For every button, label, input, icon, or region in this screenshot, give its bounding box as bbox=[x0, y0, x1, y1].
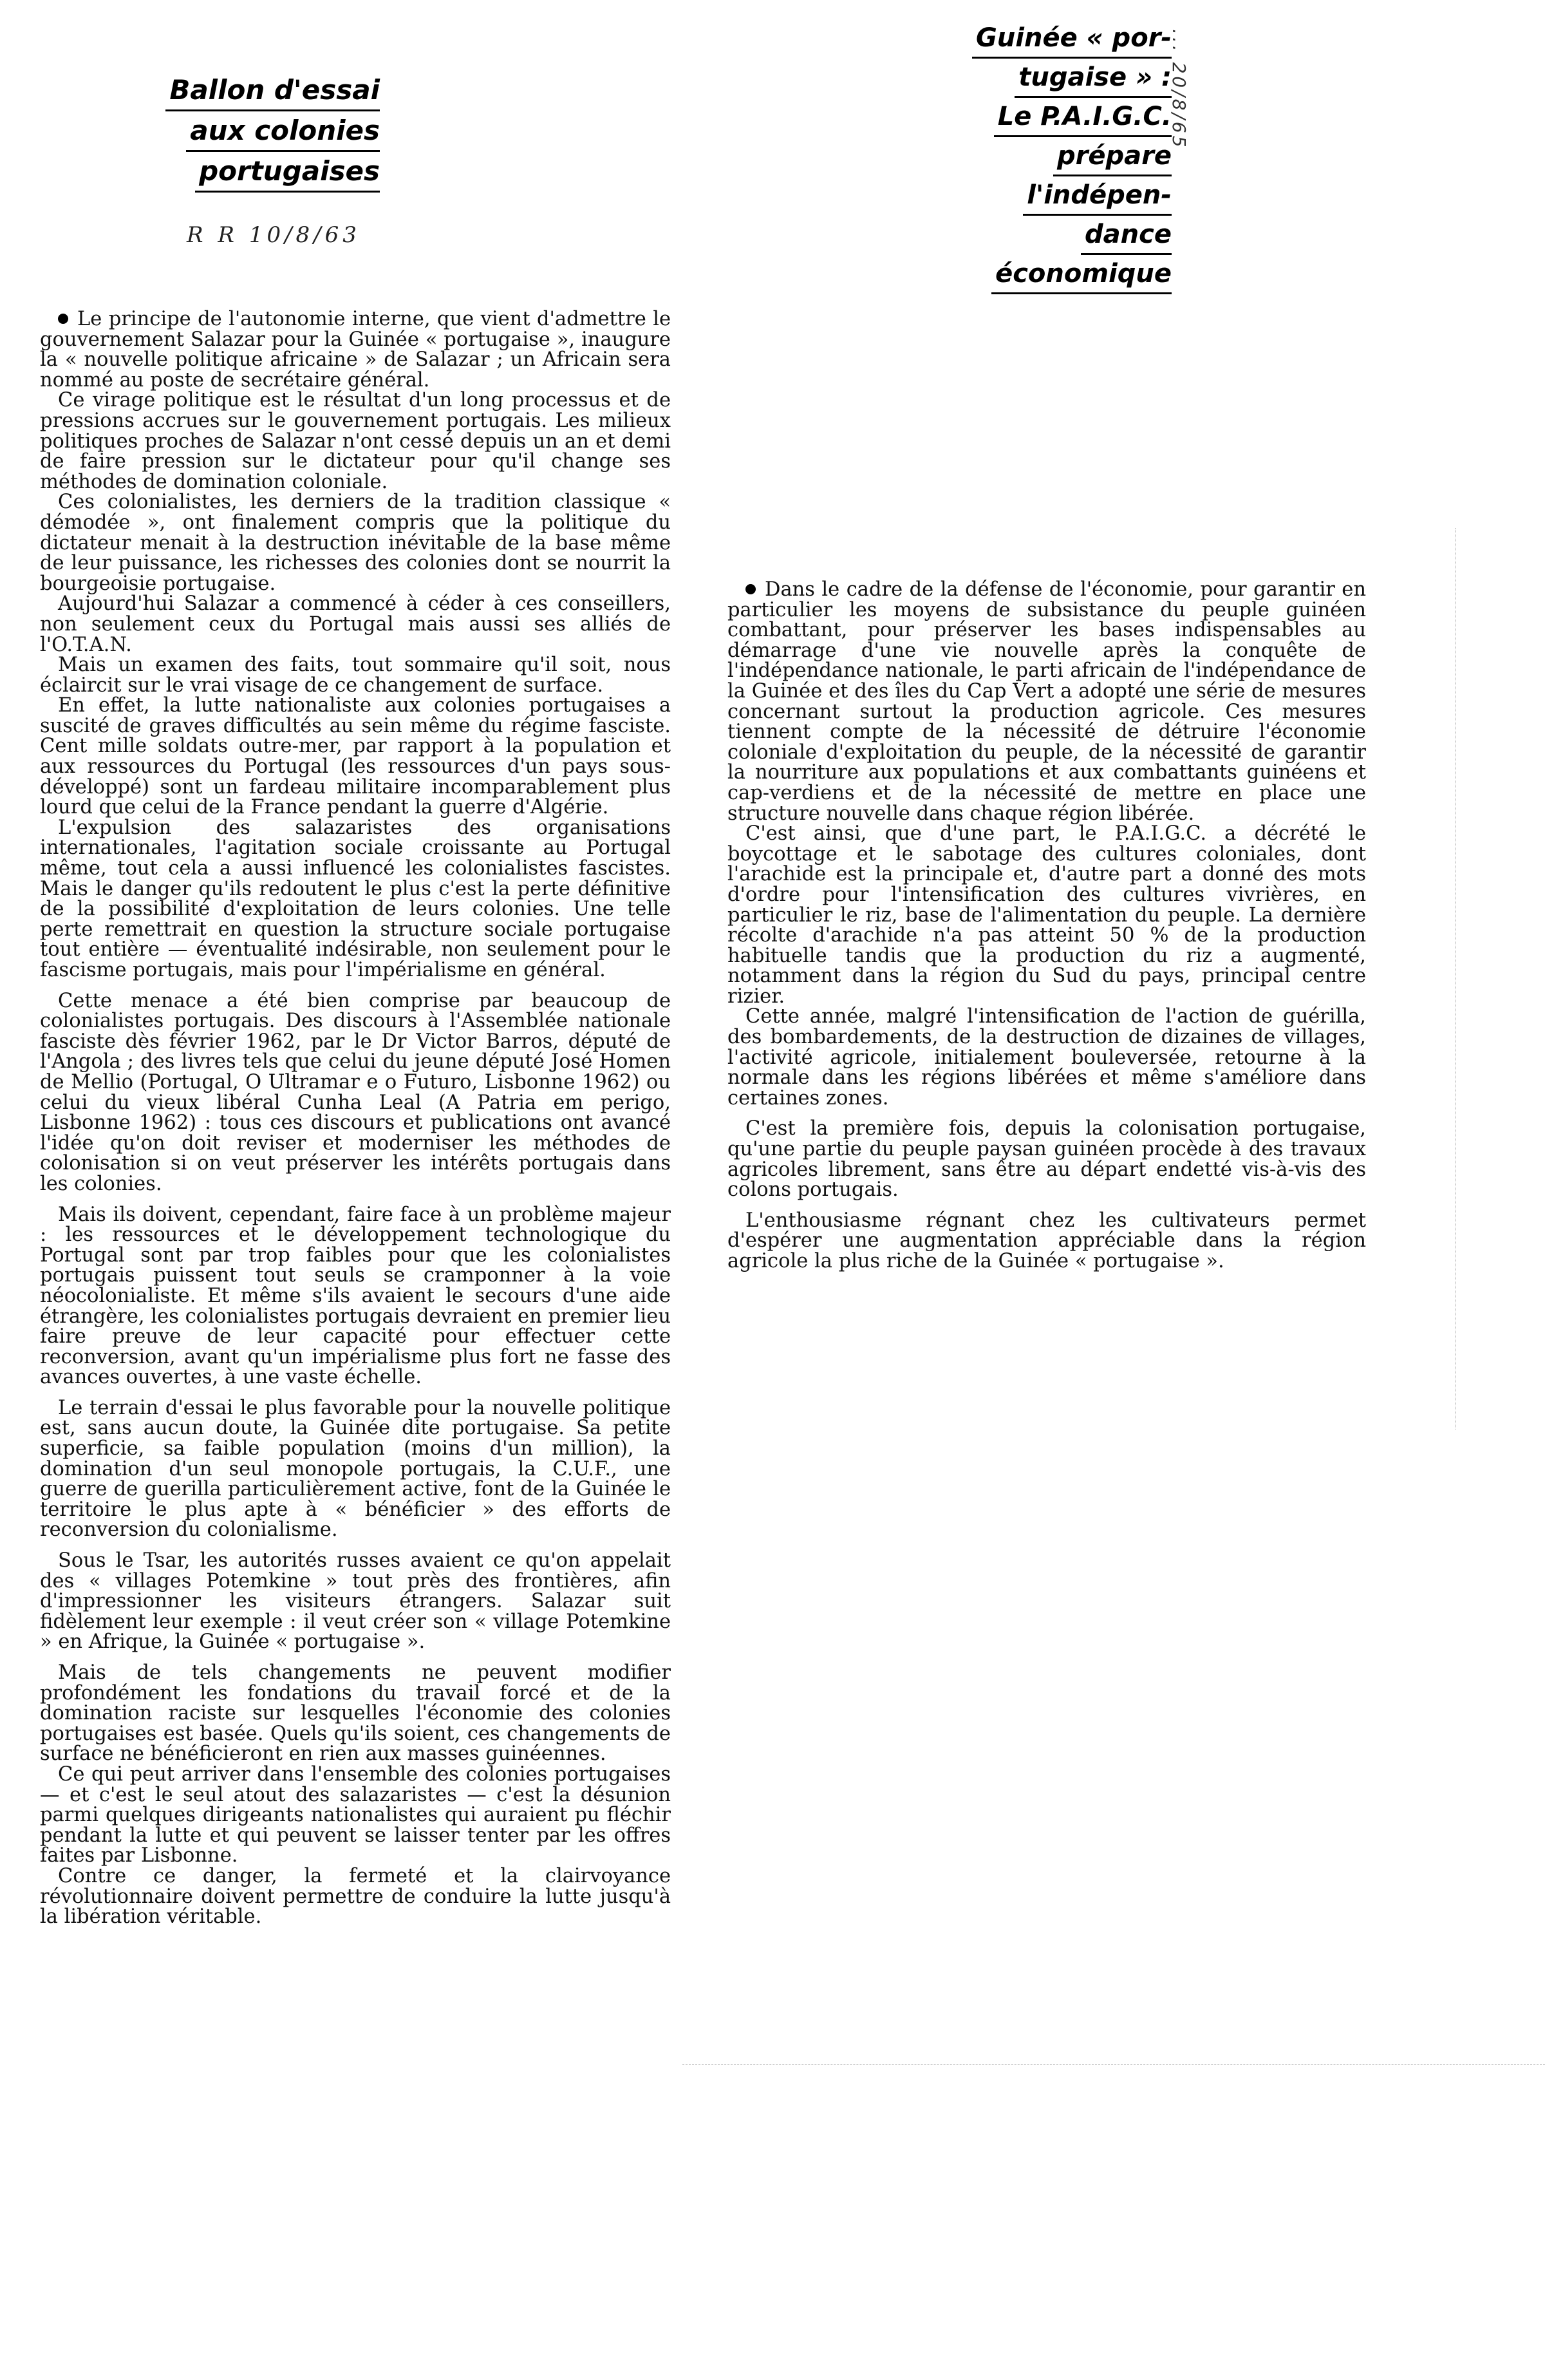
left-paragraph: Ce virage politique est le résultat d'un long processus et de pressions accrues sur le gouvernement portugais. Les milieux politiques proches de Salazar n'ont cessé depuis un an et demi de faire pression sur le dictateur pour qu'il change ses méthodes de domination coloniale. bbox=[40, 389, 671, 493]
right-headline-line-1: Guinée « por- bbox=[972, 19, 1172, 59]
left-headline-line-2: aux colonies bbox=[186, 111, 380, 152]
right-headline-line-5: l'indépen- bbox=[1023, 176, 1172, 216]
left-paragraph: Contre ce danger, la fermeté et la clairvoyance révolutionnaire doivent permettre de conduire la lutte jusqu'à la libération véritable. bbox=[40, 1864, 671, 1929]
left-paragraph: Mais de tels changements ne peuvent modifier profondément les fondations du travail forcé et de la domination raciste sur lesquelles l'économie des colonies portugaises est basée. Quels qu'ils soient, ces changements de surface ne bénéficieront en rien aux masses guinéennes. bbox=[40, 1661, 671, 1766]
left-handwritten-date: R R 10/8/63 bbox=[187, 222, 360, 248]
bullet-icon bbox=[745, 584, 756, 594]
bullet-icon bbox=[58, 314, 68, 324]
left-paragraph: Le terrain d'essai le plus favorable pour la nouvelle politique est, sans aucun doute, la Guinée dite portugaise. Sa petite superficie, sa faible population (moins d'un million), la domination d'un seul monopole portugais, la C.U.F., une guerre de guerilla particulièrement active, font de la Guinée le territoire le plus apte à « bénéficier » des efforts de reconversion du colonialisme. bbox=[40, 1396, 671, 1542]
right-headline-line-2: tugaise » : bbox=[1015, 59, 1172, 98]
left-article-body bbox=[40, 309, 671, 1927]
column-divider bbox=[1455, 528, 1456, 1430]
left-paragraph: Mais ils doivent, cependant, faire face à un problème majeur : les ressources et le développement technologique du Portugal sont par trop faibles pour que les colonialistes portugais puissent tout seuls se cramponner à la voie néocolonialiste. Et même s'ils avaient le secours d'une aide étrangère, les colonialistes portugais devraient en premier lieu faire preuve de leur capacité pour effectuer cette reconversion, avant qu'un impérialisme plus fort ne fasse des avances ouvertes, à une vaste échelle. bbox=[40, 1203, 671, 1389]
right-headline-line-4: prépare bbox=[1053, 137, 1172, 176]
right-headline-line-6: dance bbox=[1081, 216, 1172, 255]
left-paragraph: L'expulsion des salazaristes des organisations internationales, l'agitation sociale croissante au Portugal même, tout cela a aussi influencé les colonialistes fascistes. Mais le danger qu'ils redoutent le plus c'est la perte définitive de la possibilité d'exploitation de leurs colonies. Une telle perte remettrait en question la structure sociale portugaise tout entière — éventualité indésirable, non seulement pour le fascisme portugais, mais pour l'impérialisme en général. bbox=[40, 816, 671, 981]
right-article-body bbox=[727, 580, 1366, 1272]
left-headline-line-1: Ballon d'essai bbox=[165, 71, 380, 111]
left-paragraph: En effet, la lutte nationaliste aux colonies portugaises a suscité de graves difficultés au sein même du régime fasciste. Cent mille soldats outre-mer, par rapport à la population et aux ressources du Portugal (les ressources d'un pays sous-développé) sont un fardeau militaire incomparablement plus lourd que celui de la France pendant la guerre d'Algérie. bbox=[40, 694, 671, 819]
right-headline-line-7: économique bbox=[991, 255, 1172, 294]
left-paragraph: Le principe de l'autonomie interne, que vient d'admettre le gouvernement Salazar pour la Guinée « portugaise », inaugure la « nouvelle politique africaine » de Salazar ; un Africain sera nommé au poste de secrétaire général. bbox=[40, 308, 671, 392]
right-paragraph: Dans le cadre de la défense de l'économie, pour garantir en particulier les moyens de subsistance du peuple guinéen combattant, pour préserver les bases indispensables au démarrage d'une vie nouvelle après la conquête de l'indépendance nationale, le parti africain de l'indépendance de la Guinée et des îles du Cap Vert a adopté une série de mesures concernant surtout la production agricole. Ces mesures tiennent compte de la nécessité de détruire l'économie coloniale d'exploitation du peuple, de la nécessité de garantir la nourriture aux populations et aux combattants guinéens et cap-verdiens et de la nécessité de mettre en place une structure nouvelle dans chaque région libérée. bbox=[727, 578, 1366, 825]
left-paragraph: Sous le Tsar, les autorités russes avaient ce qu'on appelait des « villages Potemkine » tout près des frontières, afin d'impressionner les visiteurs étrangers. Salazar suit fidèlement leur exemple : il veut créer son « village Potemkine » en Afrique, la Guinée « portugaise ». bbox=[40, 1549, 671, 1654]
right-paragraph: C'est ainsi, que d'une part, le P.A.I.G.C. a décrété le boycottage et le sabotage des cultures coloniales, dont l'arachide est la principale et, d'autre part a donné des mots d'ordre pour l'intensification des cultures vivrières, en particulier le riz, base de l'alimentation du peuple. La dernière récolte d'arachide n'a pas atteint 50 % de la production habituelle tandis que la production du riz a augmenté, notamment dans la région du Sud du pays, principal centre rizier. bbox=[727, 822, 1366, 1008]
left-paragraph: Ce qui peut arriver dans l'ensemble des colonies portugaises — et c'est le seul atout des salazaristes — c'est la désunion parmi quelques dirigeants nationalistes qui auraient pu fléchir pendant la lutte et qui peuvent se laisser tenter par les offres faites par Lisbonne. bbox=[40, 1762, 671, 1867]
right-headline bbox=[901, 19, 1172, 294]
left-paragraph: Ces colonialistes, les derniers de la tradition classique « démodée », ont finalement compris que la politique du dictateur menait à la destruction inévitable de la base même de leur puissance, les richesses des colonies dont se nourrit la bourgeoisie portugaise. bbox=[40, 491, 671, 595]
right-margin-note: ... 20/8/65 bbox=[1168, 29, 1190, 150]
right-paragraph: C'est la première fois, depuis la colonisation portugaise, qu'une partie du peuple paysan guinéen procède à des travaux agricoles librement, sans être au départ endetté vis-à-vis des colons portugais. bbox=[727, 1117, 1366, 1202]
left-paragraph: Cette menace a été bien comprise par beaucoup de colonialistes portugais. Des discours à l'Assemblée nationale fasciste dès février 1962, par le Dr Victor Barros, député de l'Angola ; des livres tels que celui du jeune député José Homen de Mellio (Portugal, O Ultramar e o Futuro, Lisbonne 1962) ou celui du vieux libéral Cunha Leal (A Patria em perigo, Lisbonne 1962) : tous ces discours et publications ont avancé l'idée qu'on doit reviser et moderniser les méthodes de colonisation si on veut préserver les intérêts portugais dans les colonies. bbox=[40, 989, 671, 1195]
right-headline-line-3: Le P.A.I.G.C. bbox=[994, 98, 1172, 137]
left-paragraph: Aujourd'hui Salazar a commencé à céder à ces conseillers, non seulement ceux du Portugal mais aussi ses alliés de l'O.T.A.N. bbox=[40, 592, 671, 656]
right-paragraph: L'enthousiasme régnant chez les cultivateurs permet d'espérer une augmentation appréciable dans la région agricole la plus riche de la Guinée « portugaise ». bbox=[727, 1209, 1366, 1272]
left-paragraph: Mais un examen des faits, tout sommaire qu'il soit, nous éclaircit sur le vrai visage de ce changement de surface. bbox=[40, 654, 671, 697]
left-headline bbox=[148, 71, 380, 193]
right-paragraph: Cette année, malgré l'intensification de l'action de guérilla, des bombardements, de la destruction de dizaines de villages, l'activité agricole, initialement bouleversée, retourne à la normale dans les régions libérées et même s'améliore dans certaines zones. bbox=[727, 1005, 1366, 1110]
left-headline-line-3: portugaises bbox=[195, 152, 380, 193]
